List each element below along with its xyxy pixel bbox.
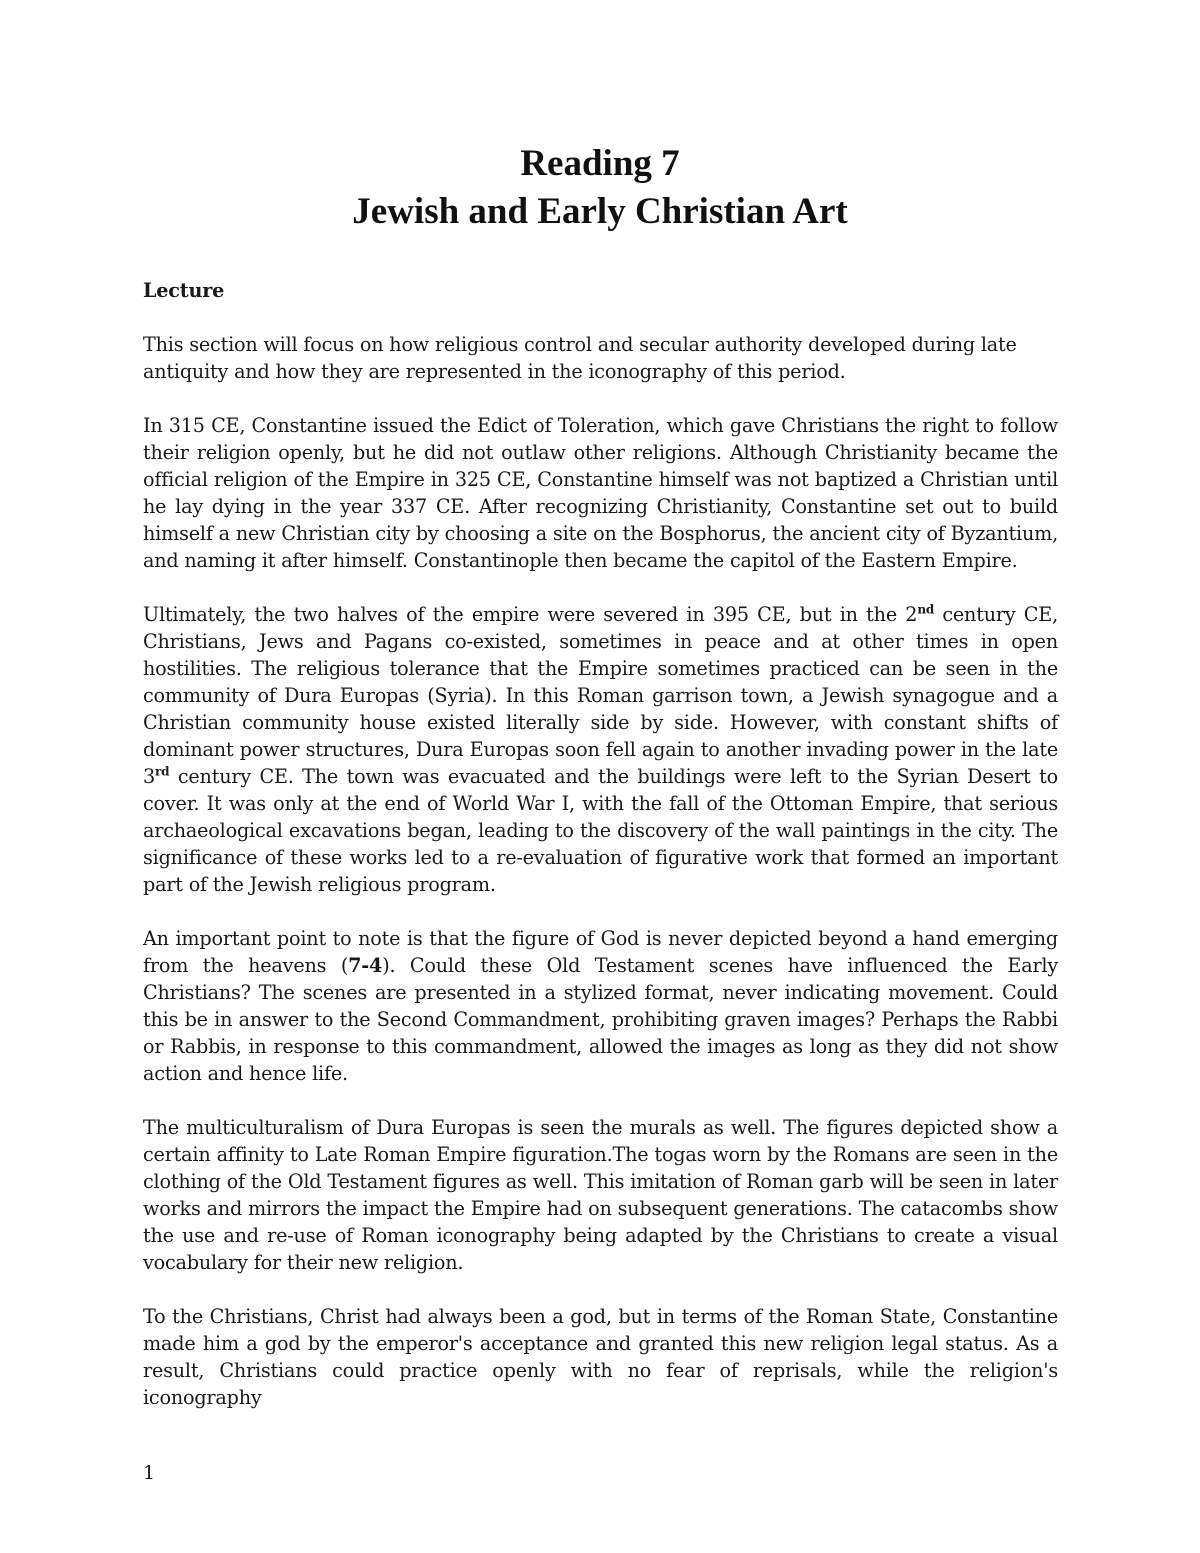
paragraph-3-text-a: Ultimately, the two halves of the empire were severed in 395 CE, but in the 2 — [143, 603, 918, 626]
figure-reference: 7-4 — [348, 954, 383, 977]
paragraph-4-text-b: ). Could these Old Testament scenes have influenced the Early Christians? The scenes are presented in a stylized format, never indicating movement. Could this be in answer to the Second Commandment, prohibiting graven images? Perhaps the Rabbi or Rabbis, in response to this commandment, allowed the images as long as they did not show action and hence life. — [143, 954, 1058, 1085]
title-line-2: Jewish and Early Christian Art — [352, 191, 848, 232]
paragraph-1: This section will focus on how religious control and secular authority developed during late antiquity and how they are represented in the iconography of this period. — [143, 333, 1017, 383]
paragraph-3-text-c: century CE. The town was evacuated and the buildings were left to the Syrian Desert to cover. It was only at the end of World War I, with the fall of the Ottoman Empire, that serious archaeological excavations began, leading to the discovery of the wall paintings in the city. The significance of these works led to a re-evaluation of figurative work that formed an important part of the Jewish religious program. — [143, 765, 1058, 896]
ordinal-suffix-nd: nd — [917, 602, 935, 617]
paragraph-5: The multiculturalism of Dura Europas is seen the murals as well. The figures depicted show a certain affinity to Late Roman Empire figuration.The togas worn by the Romans are seen in the clothing of the Old Testament figures as well. This imitation of Roman garb will be seen in later works and mirrors the impact the Empire had on subsequent generations. The catacombs show the use and re-use of Roman iconography being adapted by the Christians to create a visual vocabulary for their new religion. — [143, 1116, 1058, 1274]
title-line-1: Reading 7 — [520, 143, 680, 184]
document-body — [143, 277, 1058, 1438]
paragraph-3-text-b: century CE, Christians, Jews and Pagans co-existed, sometimes in peace and at other times in open hostilities. The religious tolerance that the Empire sometimes practiced can be seen in the community of Dura Europas (Syria). In this Roman garrison town, a Jewish synagogue and a Christian community house existed literally side by side. However, with constant shifts of dominant power structures, Dura Europas soon fell again to another invading power in the late 3 — [143, 603, 1058, 788]
paragraph-2: In 315 CE, Constantine issued the Edict of Toleration, which gave Christians the right to follow their religion openly, but he did not outlaw other religions. Although Christianity became the official religion of the Empire in 325 CE, Constantine himself was not baptized a Christian until he lay dying in the year 337 CE. After recognizing Christianity, Constantine set out to build himself a new Christian city by choosing a site on the Bosphorus, the ancient city of Byzantium, and naming it after himself. Constantinople then became the capitol of the Eastern Empire. — [143, 414, 1058, 572]
paragraph-4 — [143, 925, 1058, 1087]
ordinal-suffix-rd: rd — [155, 764, 170, 779]
paragraph-3 — [143, 601, 1058, 898]
page-number: 1 — [143, 1462, 156, 1484]
paragraph-6: To the Christians, Christ had always been a god, but in terms of the Roman State, Constantine made him a god by the emperor's acceptance and granted this new religion legal status. As a result, Christians could practice openly with no fear of reprisals, while the religion's iconography — [143, 1305, 1058, 1409]
document-title — [0, 140, 1200, 236]
paragraph-4-text-a: An important point to note is that the figure of God is never depicted beyond a hand emerging from the heavens ( — [143, 927, 1058, 977]
section-heading: Lecture — [143, 279, 225, 302]
